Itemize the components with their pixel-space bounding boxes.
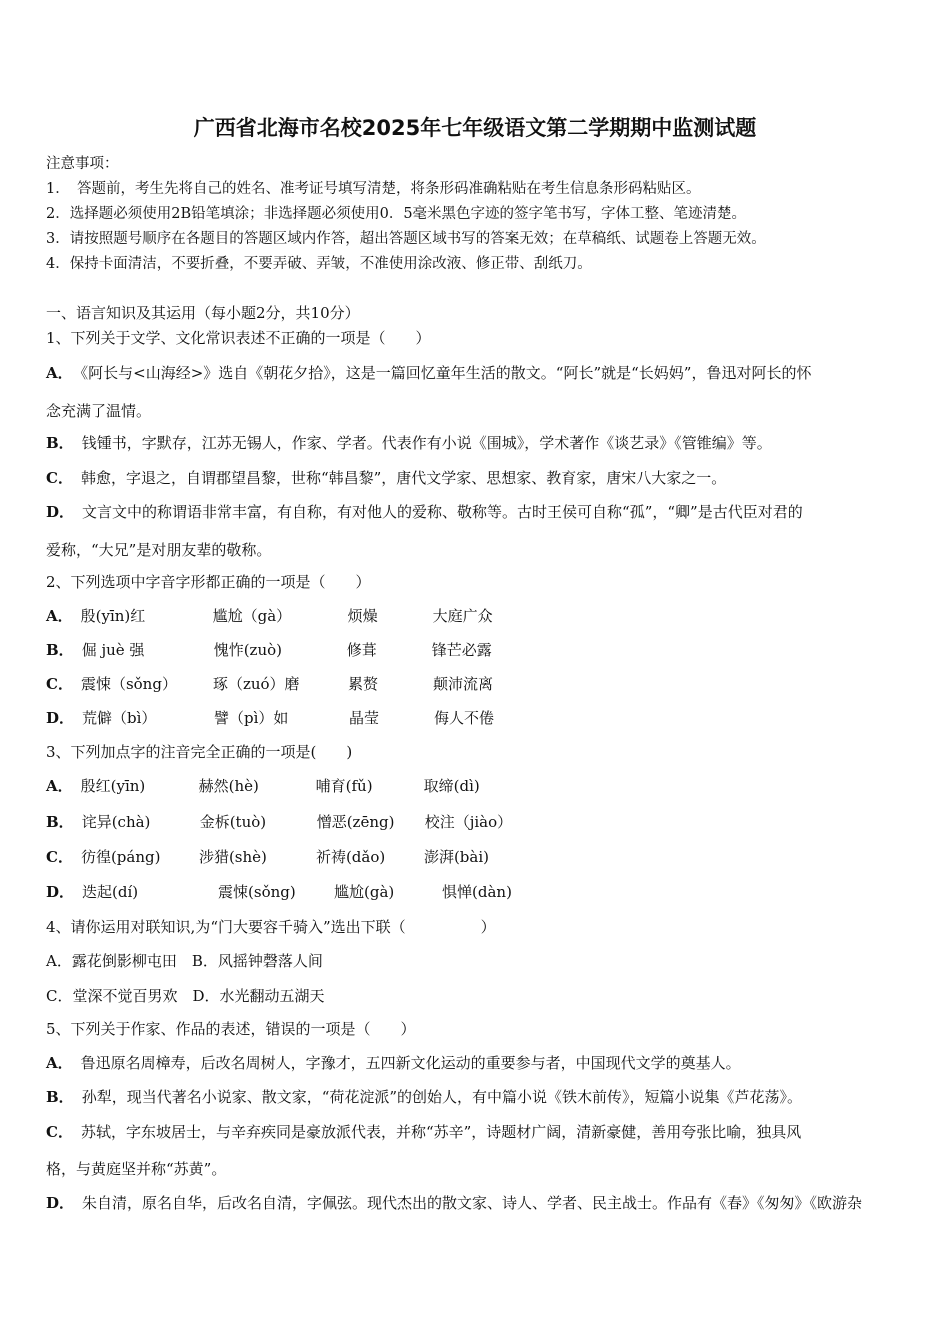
option-cell: 累赘 <box>347 675 378 693</box>
option-cell: 诧异(chà) <box>81 813 151 831</box>
option-cell: 烦燥 <box>347 607 378 625</box>
option-cell: 祈祷(dǎo) <box>315 848 386 866</box>
option-cell: 迭起(dí) <box>82 883 139 901</box>
q3-option-d <box>46 881 512 902</box>
option-cell: 殷红(yīn) <box>80 777 146 795</box>
option-label: B． <box>46 434 74 452</box>
option-cell: 琢（zuó）磨 <box>212 675 300 693</box>
option-label: D． <box>46 883 75 901</box>
option-cell: 晶莹 <box>349 709 380 727</box>
q5-option-c-cont: 格，与黄庭坚并称“苏黄”。 <box>46 1160 227 1178</box>
option-cell: 譬（pì）如 <box>214 709 289 727</box>
option-cell: 殷(yīn)红 <box>80 607 146 625</box>
option-cell: 涉猎(shè) <box>198 848 267 866</box>
option-cell: 惧惮(dàn) <box>442 883 512 901</box>
q3-option-a <box>46 775 480 796</box>
notice-item: 3．请按照题号顺序在各题目的答题区域内作答，超出答题区域书写的答案无效；在草稿纸、试题卷上答题无效。 <box>46 231 766 247</box>
option-cell: 憎恶(zēng) <box>316 813 395 831</box>
q1-option-d <box>46 501 803 522</box>
option-cell: 荒僻（bì） <box>82 709 157 727</box>
q2-option-b <box>46 639 492 660</box>
option-cell: 哺育(fǔ) <box>315 777 373 795</box>
option-text: 钱锺书，字默存，江苏无锡人，作家、学者。代表作有小说《围城》，学术著作《谈艺录》《管锥编》等。 <box>81 434 772 452</box>
option-label: D． <box>46 709 75 727</box>
q2-option-c <box>46 673 493 694</box>
page-title: 广西省北海市名校2025年七年级语文第二学期期中监测试题 <box>193 116 757 140</box>
notice-item: 4．保持卡面清洁，不要折叠，不要弄破、弄皱，不准使用涂改液、修正带、刮纸刀。 <box>46 256 592 272</box>
option-text: 鲁迅原名周樟寿，后改名周树人，字豫才，五四新文化运动的重要参与者，中国现代文学的奠基人。 <box>80 1054 741 1072</box>
q5-option-c <box>46 1121 801 1142</box>
option-label: A． <box>46 777 73 795</box>
q5-option-d <box>46 1192 862 1213</box>
notice-item: 2．选择题必须使用2B铅笔填涂；非选择题必须使用0．5毫米黑色字迹的签字笔书写，字体工整、笔迹清楚。 <box>46 206 747 222</box>
option-text: 朱自清，原名自华，后改名自清，字佩弦。现代杰出的散文家、诗人、学者、民主战士。作品有《春》《匆匆》《欧游杂 <box>82 1194 863 1212</box>
q2-option-a <box>46 605 493 626</box>
option-label: C． <box>46 469 73 487</box>
option-label: D． <box>46 503 75 521</box>
option-label: A． <box>46 607 73 625</box>
option-label: A． <box>46 364 73 382</box>
option-label: C． <box>46 675 73 693</box>
q5-option-b <box>46 1086 802 1107</box>
option-cell: 校注（jiào） <box>424 813 513 831</box>
option-text: 韩愈，字退之，自谓郡望昌黎，世称“韩昌黎”，唐代文学家、思想家、教育家，唐宋八大家之一。 <box>80 469 727 487</box>
option-text: 苏轼，字东坡居士，与辛弃疾同是豪放派代表，并称“苏辛”，诗题材广阔，清新豪健，善用夸张比喻，独具风 <box>80 1123 802 1141</box>
notice-heading: 注意事项： <box>46 156 119 172</box>
section-heading: 一、语言知识及其运用（每小题2分，共10分） <box>46 304 360 322</box>
question-stem-4: 4、请你运用对联知识,为“门大要容千骑入”选出下联（ ） <box>46 918 496 936</box>
option-cell: 大庭广众 <box>432 607 493 625</box>
q1-option-a-cont: 念充满了温情。 <box>46 402 152 420</box>
option-label: B． <box>46 1088 74 1106</box>
q5-option-a <box>46 1052 741 1073</box>
option-label: C． <box>46 848 73 866</box>
q1-option-b <box>46 432 772 453</box>
notice-item: 1． 答题前，考生先将自己的姓名、准考证号填写清楚，将条形码准确粘贴在考生信息条形码粘贴区。 <box>46 181 701 197</box>
option-cell: 锋芒必露 <box>431 641 492 659</box>
option-cell: 尴尬（gà） <box>212 607 292 625</box>
option-cell: 侮人不倦 <box>434 709 495 727</box>
option-cell: 倔 juè 强 <box>81 641 145 659</box>
question-stem-1: 1、下列关于文学、文化常识表述不正确的一项是（ ） <box>46 329 431 347</box>
option-label: B． <box>46 641 74 659</box>
option-cell: 金柝(tuò) <box>199 813 267 831</box>
option-text: 文言文中的称谓语非常丰富，有自称，有对他人的爱称、敬称等。古时王侯可自称“孤”，“卿”是古代臣对君的 <box>82 503 803 521</box>
q2-option-d <box>46 707 494 728</box>
question-stem-5: 5、下列关于作家、作品的表述，错误的一项是（ ） <box>46 1020 416 1038</box>
option-label: B． <box>46 813 74 831</box>
q3-option-c <box>46 846 489 867</box>
question-stem-3: 3、下列加点字的注音完全正确的一项是( ) <box>46 743 353 761</box>
option-cell: 震悚（sǒng） <box>80 675 177 693</box>
q4-options-row-2: C．堂深不觉百男欢 D．水光翻动五湖天 <box>46 987 325 1005</box>
option-text: 孙犁，现当代著名小说家、散文家，“荷花淀派”的创始人，有中篇小说《铁木前传》，短篇小说集《芦花荡》。 <box>81 1088 803 1106</box>
q1-option-a <box>46 362 811 383</box>
option-cell: 尴尬(gà) <box>334 883 395 901</box>
option-label: D． <box>46 1194 75 1212</box>
option-cell: 震悚(sǒng) <box>218 883 296 901</box>
option-label: A． <box>46 1054 73 1072</box>
q1-option-d-cont: 爱称，“大兄”是对朋友辈的敬称。 <box>46 541 272 559</box>
option-cell: 愧怍(zuò) <box>213 641 282 659</box>
option-cell: 颠沛流离 <box>432 675 493 693</box>
option-cell: 取缔(dì) <box>423 777 480 795</box>
option-label: C． <box>46 1123 73 1141</box>
option-cell: 彷徨(páng) <box>80 848 161 866</box>
question-stem-2: 2、下列选项中字音字形都正确的一项是（ ） <box>46 573 371 591</box>
option-cell: 澎湃(bài) <box>423 848 489 866</box>
option-cell: 赫然(hè) <box>198 777 259 795</box>
q3-option-b <box>46 811 512 832</box>
q4-options-row-1: A．露花倒影柳屯田 B．风摇钟磬落人间 <box>46 952 323 970</box>
option-text: 《阿长与<山海经>》选自《朝花夕拾》，这是一篇回忆童年生活的散文。“阿长”就是“长妈妈”，鲁迅对阿长的怀 <box>80 364 812 382</box>
option-cell: 修葺 <box>346 641 377 659</box>
q1-option-c <box>46 467 726 488</box>
